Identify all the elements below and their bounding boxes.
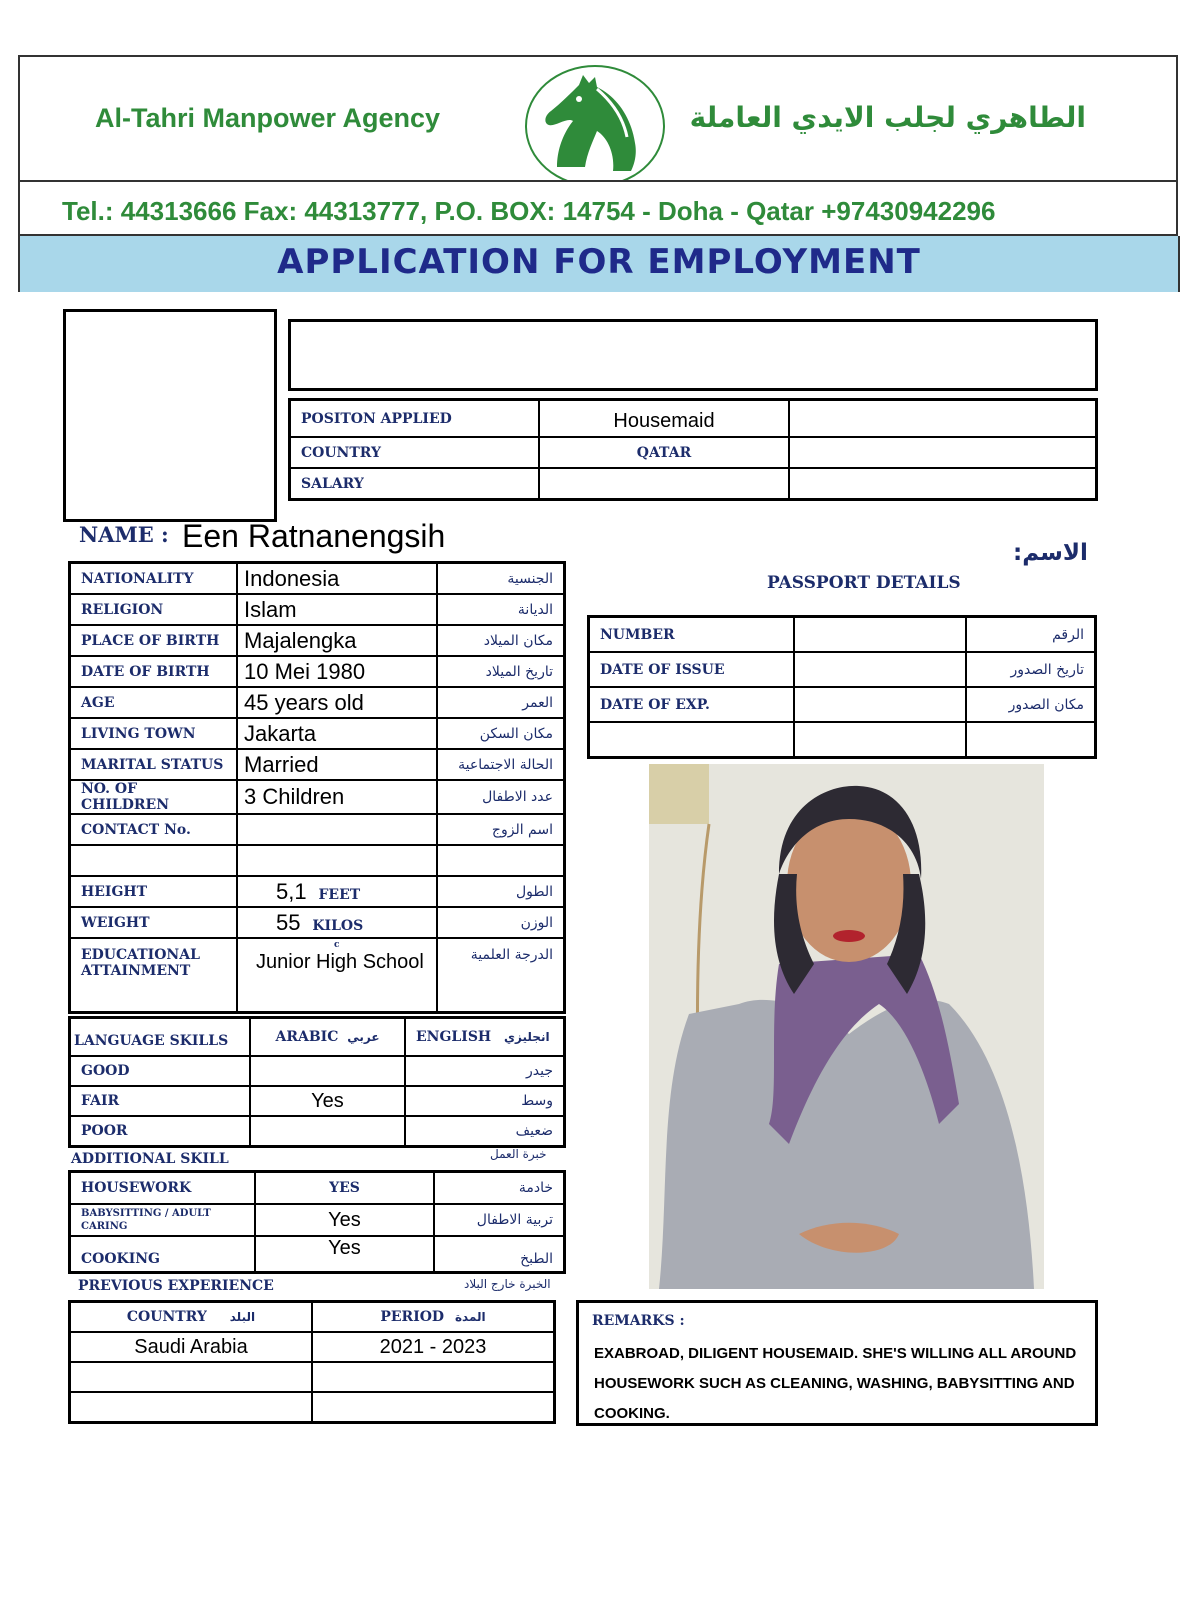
exp-country: Saudi Arabia [70,1332,313,1362]
level-label-ar: ضعيف [405,1116,565,1147]
education-label-ar: الدرجة العلمية [437,938,565,1013]
passport-label-ar: مكان الصدور [966,687,1096,722]
passport-label: NUMBER [589,617,795,653]
field-label: LIVING TOWN [70,718,238,749]
arabic-level: Yes [250,1086,405,1116]
table-row [70,749,565,780]
field-label: NO. OF CHILDREN [70,780,238,814]
page-title: APPLICATION FOR EMPLOYMENT [277,242,921,282]
height-unit: FEET [318,886,361,903]
table-row [70,1172,565,1205]
country-header-ar: البلد [229,1310,256,1324]
field-value: Jakarta [237,718,437,749]
english-header-ar: انجليزي [504,1030,550,1044]
skill-value: YES [255,1172,434,1205]
weight-label-ar: الوزن [437,907,565,938]
field-label-ar: الحالة الاجتماعية [437,749,565,780]
blank-cell [237,845,437,876]
table-row [70,1362,555,1392]
table-row [70,1332,555,1362]
passport-value [794,652,966,687]
horse-logo-icon [525,65,665,187]
table-row [70,687,565,718]
exp-period [312,1392,555,1423]
salary-extra [789,468,1097,500]
field-label: MARITAL STATUS [70,749,238,780]
country-label: COUNTRY [290,437,540,468]
field-label: RELIGION [70,594,238,625]
blank-cell [794,722,966,758]
table-row [70,594,565,625]
table-row [70,1056,565,1086]
table-row [290,437,1097,468]
level-label: FAIR [70,1086,251,1116]
passport-label-ar: الرقم [966,617,1096,653]
height-label: HEIGHT [70,876,238,907]
language-skills-table [68,1016,566,1148]
level-label: GOOD [70,1056,251,1086]
language-header: LANGUAGE SKILLS [70,1018,251,1057]
arabic-header: ARABIC [275,1029,339,1045]
height-label-ar: الطول [437,876,565,907]
arabic-header-cell [250,1018,405,1057]
field-label-ar: الديانة [437,594,565,625]
arabic-header-ar: عربي [347,1030,380,1044]
salary-label: SALARY [290,468,540,500]
field-label: NATIONALITY [70,563,238,595]
contact-bar [18,180,1178,236]
field-value: Indonesia [237,563,437,595]
field-label: CONTACT No. [70,814,238,845]
letterhead-top [18,55,1178,182]
skill-value: Yes [255,1204,434,1236]
blank-cell [70,845,238,876]
period-header: PERIOD [380,1309,445,1325]
field-label-ar: اسم الزوج [437,814,565,845]
table-row [589,722,1096,758]
table-row [70,780,565,814]
table-row [70,625,565,656]
name-label-ar: الاسم: [1013,540,1088,566]
name-value: Een Ratnanengsih [182,518,446,554]
skill-label-ar: تربية الاطفال [434,1204,565,1236]
country-value: QATAR [539,437,789,468]
field-value: Islam [237,594,437,625]
field-label-ar: عدد الاطفال [437,780,565,814]
field-value: Married [237,749,437,780]
agency-name-en: Al-Tahri Manpower Agency [95,103,441,133]
arabic-level [250,1116,405,1147]
table-row [70,718,565,749]
position-value: Housemaid [539,400,789,438]
country-header-cell [70,1302,313,1333]
table-row [70,656,565,687]
letterhead [18,55,1176,295]
personal-details-table [68,561,566,1014]
blank-cell [966,722,1096,758]
exp-period: 2021 - 2023 [312,1332,555,1362]
contact-text: Tel.: 44313666 Fax: 44313777, P.O. BOX: 14754 - Doha - Qatar +97430942296 [62,196,996,226]
field-label-ar: مكان الميلاد [437,625,565,656]
field-label: AGE [70,687,238,718]
table-row [70,814,565,845]
field-value [237,814,437,845]
table-row [70,845,565,876]
exp-period [312,1362,555,1392]
field-label: PLACE OF BIRTH [70,625,238,656]
country-header: COUNTRY [126,1309,207,1325]
education-mark: c [334,940,340,950]
field-value: 3 Children [237,780,437,814]
table-row [589,617,1096,653]
period-header-cell [312,1302,555,1333]
additional-skill-label: ADDITIONAL SKILL [71,1151,229,1167]
blank-box [288,319,1098,391]
additional-skill-label-ar: خبرة العمل [490,1147,547,1161]
field-label-ar: مكان السكن [437,718,565,749]
height-cell [237,876,437,907]
field-value: 45 years old [237,687,437,718]
table-row [70,1392,555,1423]
passport-table [587,615,1097,759]
remarks-text: EXABROAD, DILIGENT HOUSEMAID. SHE'S WILLING ALL AROUND HOUSEWORK SUCH AS CLEANING, WASHING, BABYSITTING AND COOKING. [594,1345,1077,1422]
experience-table [68,1300,556,1424]
applicant-photo [649,764,1044,1289]
table-row [589,687,1096,722]
field-value: 10 Mei 1980 [237,656,437,687]
table-row [290,400,1097,438]
table-row [589,652,1096,687]
passport-label: DATE OF EXP. [589,687,795,722]
field-value: Majalengka [237,625,437,656]
field-label-ar: تاريخ الميلاد [437,656,565,687]
passport-title: PASSPORT DETAILS [767,573,961,593]
previous-experience-label: PREVIOUS EXPERIENCE [78,1278,274,1294]
skill-value: Yes [255,1236,434,1273]
arabic-level [250,1056,405,1086]
exp-country [70,1362,313,1392]
weight-unit: KILOS [312,917,364,934]
remarks-box [576,1300,1098,1426]
weight-label: WEIGHT [70,907,238,938]
education-cell [237,938,437,1013]
skills-table [68,1170,566,1274]
position-extra [789,400,1097,438]
skill-label: BABYSITTING / ADULT CARING [70,1204,256,1236]
skill-label-ar: الطبخ [434,1236,565,1273]
english-header: ENGLISH [416,1029,492,1045]
weight-value: 55 [276,909,301,935]
agency-name-ar: الطاهري لجلب الايدي العاملة [689,101,1086,134]
table-row [70,1116,565,1147]
position-label: POSITON APPLIED [290,400,540,438]
table-row [70,1086,565,1116]
position-table [288,398,1098,501]
level-label-ar: جيدر [405,1056,565,1086]
height-value: 5,1 [276,878,307,904]
field-label-ar: العمر [437,687,565,718]
education-value: Junior High School [256,951,424,973]
remarks-label: REMARKS : [592,1313,685,1329]
previous-experience-label-ar: الخبرة خارج البلاد [464,1277,551,1291]
exp-country [70,1392,313,1423]
photo-placeholder [63,309,277,522]
education-label: EDUCATIONAL ATTAINMENT [70,938,238,1013]
table-row [290,468,1097,500]
field-label-ar: الجنسية [437,563,565,595]
skill-label: HOUSEWORK [70,1172,256,1205]
table-row [70,1302,555,1333]
weight-cell [237,907,437,938]
table-row [70,876,565,907]
name-label: NAME : [79,522,169,547]
table-row [70,938,565,1013]
passport-label: DATE OF ISSUE [589,652,795,687]
level-label: POOR [70,1116,251,1147]
field-label: DATE OF BIRTH [70,656,238,687]
skill-label-ar: خادمة [434,1172,565,1205]
table-row [70,1204,565,1236]
table-row [70,1236,565,1273]
passport-label-ar: تاريخ الصدور [966,652,1096,687]
period-header-ar: المدة [454,1310,486,1324]
passport-value [794,617,966,653]
english-header-cell [405,1018,565,1057]
level-label-ar: وسط [405,1086,565,1116]
table-row [70,563,565,595]
skill-label: COOKING [70,1236,256,1273]
salary-value [539,468,789,500]
table-row [70,1018,565,1057]
title-band [18,236,1180,292]
blank-cell [437,845,565,876]
passport-value [794,687,966,722]
table-row [70,907,565,938]
country-extra [789,437,1097,468]
blank-cell [589,722,795,758]
